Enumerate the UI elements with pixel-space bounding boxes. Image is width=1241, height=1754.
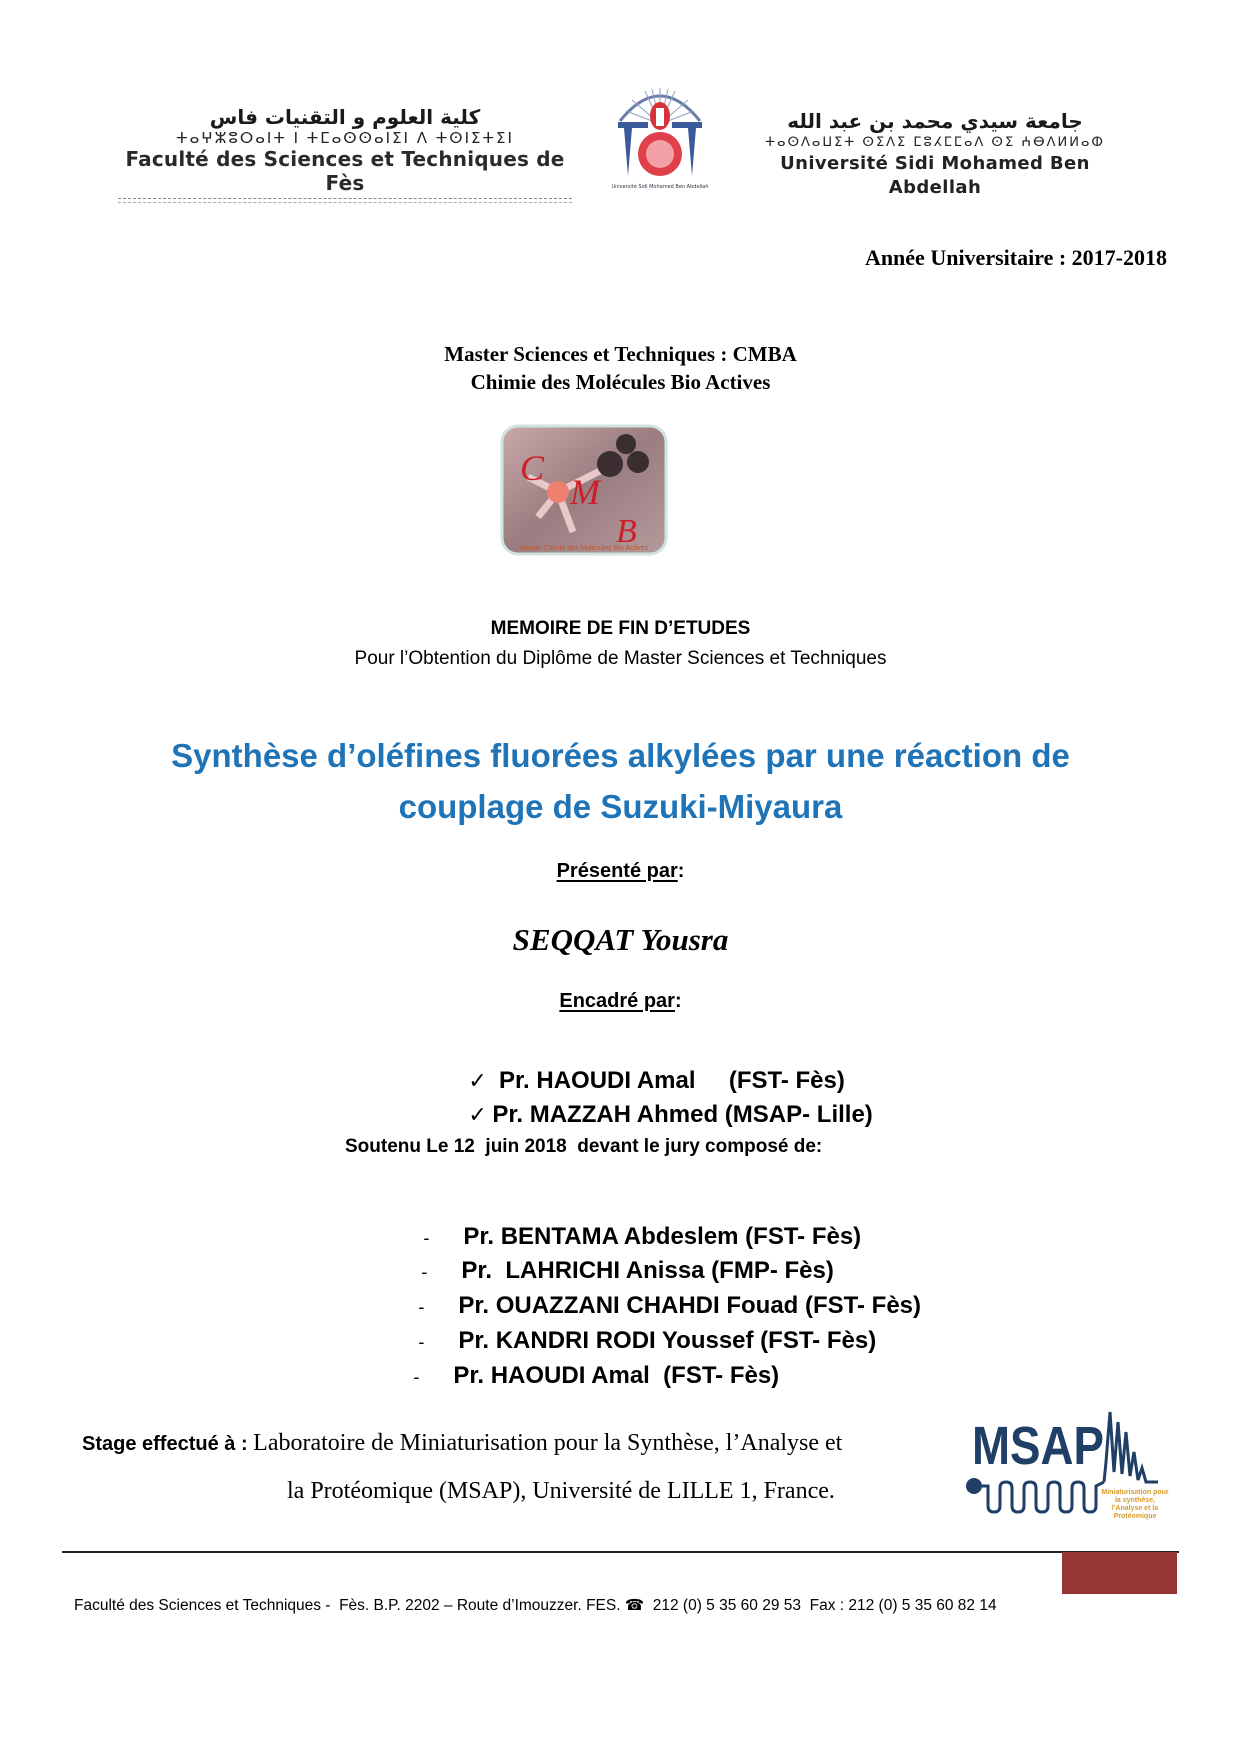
svg-text:la synthèse,: la synthèse, bbox=[1114, 1497, 1156, 1504]
internship-lab-line-2: la Protéomique (MSAP), Université de LILLE 1, France. bbox=[287, 1478, 835, 1504]
svg-text:Université Sidi Mohamed Ben Ab: Université Sidi Mohamed Ben Abdellah bbox=[611, 184, 709, 190]
supervisor-name: Pr. HAOUDI Amal (FST- Fès) bbox=[492, 1067, 845, 1094]
dash-bullet-icon: - bbox=[418, 1297, 425, 1317]
cmb-logo bbox=[498, 422, 670, 560]
svg-text:M: M bbox=[570, 472, 600, 512]
thesis-title-line-1: Synthèse d’oléfines fluorées alkylées par une réaction de bbox=[171, 737, 1070, 774]
thesis-title bbox=[60, 730, 1181, 832]
defense-date: Soutenu Le 12 juin 2018 devant le jury composé de: bbox=[345, 1136, 823, 1157]
footer-address: Faculté des Sciences et Techniques - Fès. B.P. 2202 – Route d’Imouzzer. FES. bbox=[74, 1597, 625, 1614]
svg-text:C: C bbox=[520, 448, 545, 488]
svg-text:B: B bbox=[616, 513, 637, 550]
academic-year: Année Universitaire : 2017-2018 bbox=[864, 245, 1167, 270]
memoire-heading bbox=[0, 614, 1241, 674]
checkmark-icon: ✓ bbox=[468, 1069, 487, 1094]
author-name: SEQQAT Yousra bbox=[512, 922, 729, 957]
footer-divider bbox=[62, 1551, 1179, 1553]
footer-phone-fax: 212 (0) 5 35 60 29 53 Fax : 212 (0) 5 35 60 82 14 bbox=[644, 1597, 997, 1614]
internship-lab-line-1: Laboratoire de Miniaturisation pour la Synthèse, l’Analyse et bbox=[253, 1430, 843, 1456]
fst-name-tifinagh: ⵜⴰⵖⵣⵓⵔⴰⵏⵜ ⵏ ⵜⵎⴰⵙⵙⴰⵏⵉⵏ ⴷ ⵜⵙⵏⵉⵜⵉⵏ bbox=[176, 129, 514, 147]
footer-accent-block bbox=[1062, 1552, 1177, 1594]
msap-spectrum-logo-icon bbox=[960, 1402, 1170, 1522]
jury-member-name: Pr. KANDRI RODI Youssef (FST- Fès) bbox=[458, 1327, 877, 1354]
svg-text:l'Analyse et la: l'Analyse et la bbox=[1111, 1505, 1159, 1512]
presented-by-colon: : bbox=[677, 860, 685, 882]
footer-contact bbox=[74, 1596, 997, 1615]
fst-name-french: Faculté des Sciences et Techniques de Fès bbox=[125, 147, 565, 195]
jury-member-name: Pr. OUAZZANI CHAHDI Fouad (FST- Fès) bbox=[458, 1292, 922, 1319]
usmba-crest-icon bbox=[610, 76, 710, 194]
fst-header bbox=[110, 105, 580, 203]
usmba-name-french: Université Sidi Mohamed Ben Abdellah bbox=[780, 153, 1090, 198]
svg-text:Protéomique: Protéomique bbox=[1113, 1513, 1157, 1520]
thesis-title-line-2: couplage de Suzuki-Miyaura bbox=[398, 788, 843, 825]
master-program bbox=[0, 340, 1241, 396]
dash-bullet-icon: - bbox=[418, 1332, 425, 1352]
master-program-subtitle: Chimie des Molécules Bio Actives bbox=[470, 370, 771, 394]
jury-member-name: Pr. BENTAMA Abdeslem (FST- Fès) bbox=[463, 1223, 862, 1250]
svg-text:Master Chimie des Molécules Bi: Master Chimie des Molécules Bio Actives bbox=[520, 545, 648, 552]
supervisor-item bbox=[455, 1064, 873, 1133]
master-program-title: Master Sciences et Techniques : CMBA bbox=[444, 342, 797, 366]
dash-bullet-icon: - bbox=[423, 1228, 430, 1248]
jury-member-name: Pr. LAHRICHI Anissa (FMP- Fès) bbox=[461, 1257, 834, 1284]
msap-logo bbox=[960, 1402, 1170, 1522]
fst-name-arabic: كلية العلوم و التقنيات فاس bbox=[209, 105, 481, 129]
dash-bullet-icon: - bbox=[421, 1262, 428, 1282]
jury-member-name: Pr. HAOUDI Amal (FST- Fès) bbox=[453, 1362, 780, 1389]
usmba-name-arabic: جامعة سيدي محمد بن عبد الله bbox=[787, 109, 1083, 133]
memoire-subtitle: Pour l’Obtention du Diplôme de Master Sciences et Techniques bbox=[354, 648, 887, 669]
supervisor-name: Pr. MAZZAH Ahmed (MSAP- Lille) bbox=[492, 1101, 873, 1128]
supervised-by-label bbox=[0, 990, 1241, 1013]
memoire-title: MEMOIRE DE FIN D’ETUDES bbox=[490, 618, 751, 639]
usmba-crest-logo bbox=[610, 76, 710, 194]
presented-by-text: Présenté par bbox=[556, 860, 678, 882]
dash-bullet-icon: - bbox=[413, 1367, 420, 1387]
jury-member bbox=[400, 1325, 779, 1394]
cmb-molecule-logo-icon bbox=[498, 422, 670, 560]
fst-decorative-rule bbox=[118, 198, 572, 203]
internship-location bbox=[82, 1420, 942, 1515]
supervised-by-text: Encadré par bbox=[559, 990, 675, 1012]
supervised-by-colon: : bbox=[674, 990, 682, 1012]
usmba-header bbox=[735, 108, 1135, 200]
presented-by-label bbox=[0, 860, 1241, 883]
phone-icon: ☎ bbox=[624, 1597, 645, 1614]
usmba-name-tifinagh: ⵜⴰⵙⴷⴰⵡⵉⵜ ⵙⵉⴷⵉ ⵎⵓⵃⵎⵎⴰⴷ ⵙⵉ ⵄⴱⴷⵍⵍⴰⵀ bbox=[765, 135, 1105, 150]
svg-text:Miniaturisation pour: Miniaturisation pour bbox=[1101, 1489, 1169, 1496]
checkmark-icon: ✓ bbox=[468, 1103, 487, 1128]
internship-label: Stage effectué à : bbox=[82, 1433, 254, 1455]
svg-text:MSAP: MSAP bbox=[972, 1416, 1104, 1476]
